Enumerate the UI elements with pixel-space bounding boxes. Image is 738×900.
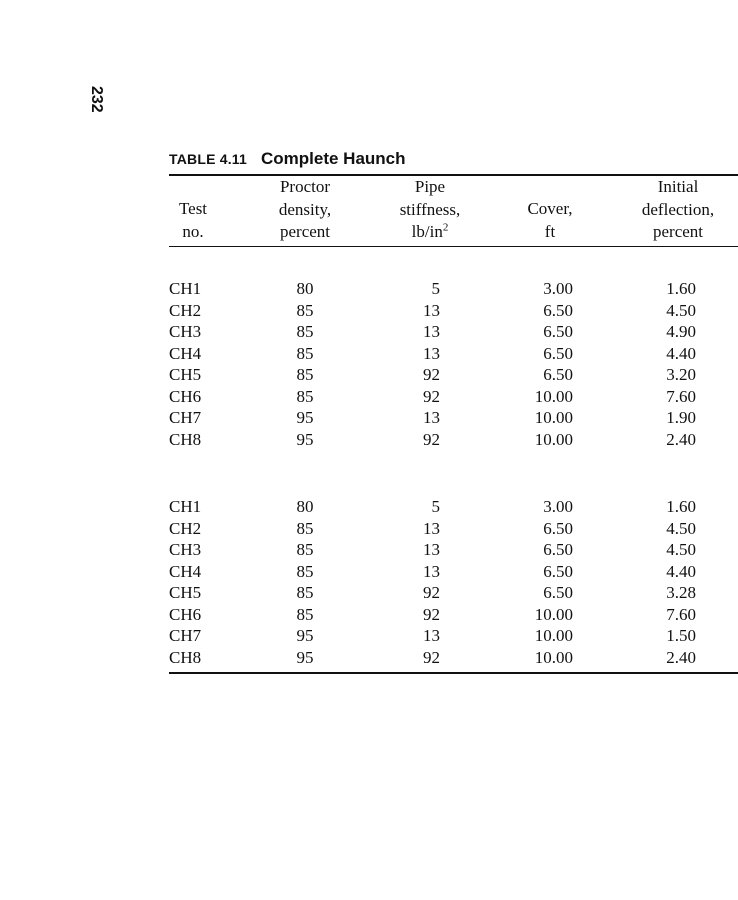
- table-row: [169, 582, 738, 604]
- table-row: [169, 561, 738, 583]
- cell-cover: 10.00: [534, 429, 573, 449]
- header-line: [378, 221, 482, 244]
- cell-cover: 10.00: [534, 647, 573, 667]
- header-unit-exponent: 2: [442, 221, 449, 234]
- cell-test: CH4: [169, 561, 202, 581]
- header-line: percent: [652, 222, 704, 241]
- header-line: Test: [178, 199, 208, 218]
- cell-test: CH7: [169, 408, 202, 427]
- cell-pipe: 92: [423, 604, 440, 624]
- cell-proctor: 85: [296, 386, 314, 406]
- table-row: [169, 386, 738, 408]
- table-row: [169, 321, 738, 343]
- table-row: [169, 343, 738, 365]
- cell-test: CH1: [169, 279, 202, 298]
- cell-deflection: 1.60: [666, 279, 696, 298]
- header-line: ft: [544, 221, 556, 241]
- table-row: [169, 278, 738, 300]
- cell-pipe: 92: [423, 429, 440, 449]
- table-row: [169, 518, 738, 540]
- cell-pipe: 13: [423, 626, 440, 645]
- cell-proctor: 80: [296, 279, 314, 298]
- cell-pipe: 13: [423, 300, 440, 320]
- cell-pipe: 13: [423, 343, 440, 363]
- cell-pipe: 5: [431, 279, 440, 298]
- cell-deflection: 1.60: [666, 497, 696, 516]
- header-line: Pipe: [414, 177, 446, 196]
- cell-proctor: 85: [296, 365, 314, 384]
- cell-proctor: 95: [296, 626, 314, 645]
- table-caption: [169, 149, 406, 169]
- cell-proctor: 85: [296, 604, 314, 624]
- cell-test: CH4: [169, 343, 202, 363]
- header-proctor-density: [258, 176, 352, 244]
- cell-test: CH3: [169, 540, 202, 559]
- cell-deflection: 4.50: [666, 540, 696, 559]
- cell-proctor: 85: [296, 343, 314, 363]
- cell-cover: 3.00: [543, 497, 573, 516]
- cell-proctor: 85: [296, 561, 314, 581]
- cell-cover: 10.00: [534, 626, 573, 645]
- cell-proctor: 85: [296, 583, 314, 602]
- cell-cover: 6.50: [543, 300, 573, 320]
- table-row: [169, 625, 738, 647]
- header-cover: [515, 198, 585, 243]
- cell-proctor: 85: [296, 300, 314, 320]
- table-row: [169, 539, 738, 561]
- cell-test: CH6: [169, 604, 202, 624]
- header-line: no.: [182, 221, 204, 241]
- table-number: TABLE 4.11: [169, 151, 247, 167]
- header-unit: lb/in: [411, 222, 443, 241]
- cell-deflection: 3.20: [666, 365, 696, 384]
- cell-cover: 10.00: [534, 386, 573, 406]
- cell-deflection: 4.90: [666, 322, 696, 341]
- cell-test: CH2: [169, 300, 202, 320]
- cell-test: CH6: [169, 386, 202, 406]
- cell-cover: 10.00: [534, 604, 573, 624]
- cell-cover: 6.50: [543, 343, 573, 363]
- cell-deflection: 7.60: [666, 604, 696, 624]
- cell-pipe: 92: [423, 583, 440, 602]
- cell-test: CH5: [169, 365, 202, 384]
- cell-proctor: 80: [296, 497, 314, 516]
- cell-deflection: 2.40: [666, 429, 696, 449]
- header-line: percent: [279, 222, 331, 241]
- cell-test: CH7: [169, 626, 202, 645]
- cell-pipe: 92: [423, 647, 440, 667]
- cell-cover: 3.00: [543, 279, 573, 298]
- table-title: Complete Haunch: [261, 149, 406, 168]
- cell-deflection: 4.40: [666, 561, 696, 581]
- cell-proctor: 95: [296, 647, 314, 667]
- header-line: deflection,: [641, 199, 715, 219]
- cell-deflection: 3.28: [666, 583, 696, 602]
- cell-test: CH3: [169, 322, 202, 341]
- table-row: [169, 604, 738, 626]
- header-line: density,: [278, 199, 332, 219]
- table-row: [169, 407, 738, 429]
- cell-test: CH5: [169, 583, 202, 602]
- cell-proctor: 85: [296, 322, 314, 341]
- cell-test: CH2: [169, 518, 202, 538]
- cell-test: CH1: [169, 497, 202, 516]
- table-row: [169, 496, 738, 518]
- cell-deflection: 4.50: [666, 518, 696, 538]
- cell-pipe: 13: [423, 540, 440, 559]
- cell-pipe: 5: [431, 497, 440, 516]
- cell-test: CH8: [169, 429, 202, 449]
- cell-pipe: 13: [423, 322, 440, 341]
- cell-cover: 6.50: [543, 540, 573, 559]
- header-line: Cover,: [527, 199, 573, 218]
- table-row: [169, 647, 738, 669]
- header-test-no: [169, 198, 217, 243]
- table-header-rule: [169, 246, 738, 247]
- table-bottom-rule: [169, 672, 738, 674]
- table-group-1: [169, 278, 738, 450]
- cell-cover: 6.50: [543, 518, 573, 538]
- cell-deflection: 4.50: [666, 300, 696, 320]
- header-line: Proctor: [279, 177, 331, 196]
- cell-pipe: 13: [423, 518, 440, 538]
- cell-proctor: 85: [296, 518, 314, 538]
- page-number: 232: [88, 86, 105, 113]
- cell-pipe: 13: [423, 408, 440, 427]
- header-initial-deflection: [626, 176, 730, 244]
- cell-cover: 6.50: [543, 561, 573, 581]
- cell-proctor: 85: [296, 540, 314, 559]
- cell-cover: 6.50: [543, 365, 573, 384]
- table-row: [169, 300, 738, 322]
- cell-pipe: 92: [423, 386, 440, 406]
- cell-test: CH8: [169, 647, 202, 667]
- cell-deflection: 1.90: [666, 408, 696, 427]
- header-line: stiffness,: [399, 199, 461, 219]
- cell-cover: 6.50: [543, 583, 573, 602]
- table-row: [169, 364, 738, 386]
- cell-deflection: 2.40: [666, 647, 696, 667]
- cell-pipe: 92: [423, 365, 440, 384]
- cell-cover: 10.00: [534, 408, 573, 427]
- cell-proctor: 95: [296, 429, 314, 449]
- header-pipe-stiffness: [378, 176, 482, 244]
- cell-pipe: 13: [423, 561, 440, 581]
- cell-deflection: 1.50: [666, 626, 696, 645]
- table-row: [169, 429, 738, 451]
- cell-deflection: 7.60: [666, 386, 696, 406]
- cell-cover: 6.50: [543, 322, 573, 341]
- cell-proctor: 95: [296, 408, 314, 427]
- header-line: Initial: [657, 177, 699, 196]
- table-group-2: [169, 496, 738, 668]
- cell-deflection: 4.40: [666, 343, 696, 363]
